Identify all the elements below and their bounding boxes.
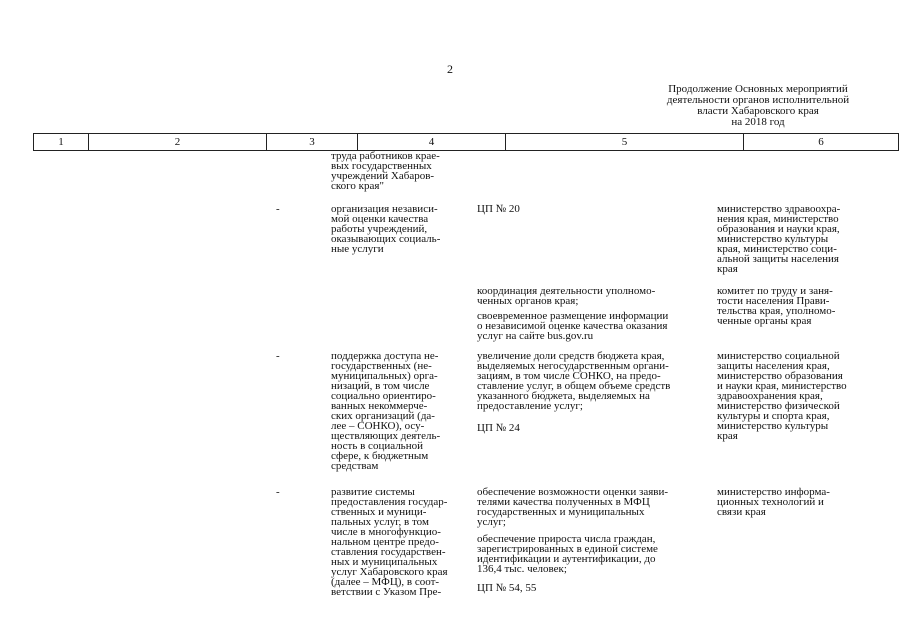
heading-line: Продолжение Основных мероприятий [668, 83, 848, 95]
row-4-col6 [717, 487, 830, 517]
page-number: 2 [447, 62, 453, 76]
text-line: обеспечение прироста числа граждан, [477, 533, 656, 545]
text-line: ных и муниципальных [331, 556, 438, 568]
row-4-col5a [477, 487, 668, 527]
text-line: ЦП № 20 [477, 203, 520, 215]
text-line: пальных услуг, в том [331, 516, 429, 528]
row-0-col4 [331, 151, 440, 191]
text-line: оказывающих социаль- [331, 233, 441, 245]
text-line: труда работников крае- [331, 150, 440, 162]
row-4-col5b [477, 534, 658, 574]
column-header-4: 4 [358, 134, 506, 151]
text-line: услуг Хабаровского края [331, 566, 448, 578]
text-line: ные услуги [331, 243, 384, 255]
text-line: ственных и муници- [331, 506, 427, 518]
text-line: идентификации и аутентификации, до [477, 553, 656, 565]
text-line: числе в многофункцио- [331, 526, 441, 538]
text-line: министерство информа- [717, 486, 830, 498]
row-3-col4 [331, 351, 440, 471]
row-2-col6 [717, 286, 835, 326]
document-heading [640, 84, 876, 128]
text-line: ских организаций (да- [331, 410, 435, 422]
text-line: учреждений Хабаров- [331, 170, 435, 182]
text-line: государственных (не- [331, 360, 432, 372]
text-line: ЦП № 24 [477, 422, 520, 434]
text-line: о независимой оценке качества оказания [477, 320, 668, 332]
text-line: поддержка доступа не- [331, 350, 439, 362]
text-line: своевременное размещение информации [477, 310, 669, 322]
row-4-col5c [477, 583, 536, 593]
row-4-dash: - [276, 486, 280, 498]
text-line: нальном центре предо- [331, 536, 439, 548]
text-line: увеличение доли средств бюджета края, [477, 350, 665, 362]
row-3-col6 [717, 351, 847, 441]
text-line: ставления государствен- [331, 546, 446, 558]
text-line: министерство физической [717, 400, 840, 412]
text-line: нения края, министерство [717, 213, 839, 225]
column-number-header [33, 133, 899, 151]
text-line: здравоохранения края, [717, 390, 823, 402]
text-line: государственных и муниципальных [477, 506, 645, 518]
text-line: связи края [717, 506, 766, 518]
text-line: организация независи- [331, 203, 438, 215]
text-line: края [717, 263, 738, 275]
text-line: лее – СОНКО), осу- [331, 420, 425, 432]
text-line: альной защиты населения [717, 253, 839, 265]
column-header-3: 3 [267, 134, 358, 151]
text-line: ционных технологий и [717, 496, 824, 508]
row-3-dash: - [276, 350, 280, 362]
row-2-col5b [477, 311, 668, 341]
text-line: ЦП № 54, 55 [477, 582, 537, 594]
heading-line: деятельности органов исполнительной [666, 94, 850, 106]
row-1-col5 [477, 204, 520, 214]
text-line: тельства края, уполномо- [717, 305, 836, 317]
text-line: услуг; [477, 516, 506, 528]
text-line: работы учреждений, [331, 223, 428, 235]
text-line: зациям, в том числе СОНКО, на предо- [477, 370, 661, 382]
column-header-6: 6 [744, 134, 899, 151]
column-header-5: 5 [506, 134, 744, 151]
text-line: выделяемых негосударственным органи- [477, 360, 669, 372]
text-line: указанного бюджета, выделяемых на [477, 390, 650, 402]
row-1-col6 [717, 204, 840, 274]
text-line: ветствии с Указом Пре- [331, 586, 442, 598]
text-line: образования и науки края, [717, 223, 840, 235]
text-line: ность в социальной [331, 440, 423, 452]
text-line: развитие системы [331, 486, 415, 498]
text-line: зарегистрированных в единой системе [477, 543, 658, 555]
text-line: предоставление услуг; [477, 400, 583, 412]
text-line: и науки края, министерство [717, 380, 847, 392]
text-line: координация деятельности уполномо- [477, 285, 656, 297]
text-line: ществляющих деятель- [331, 430, 441, 442]
row-1-col4 [331, 204, 440, 254]
row-4-col4 [331, 487, 448, 597]
row-3-col5b [477, 423, 520, 433]
text-line: муниципальных) орга- [331, 370, 438, 382]
text-line: края, министерство соци- [717, 243, 837, 255]
text-line: комитет по труду и заня- [717, 285, 833, 297]
row-2-col5a [477, 286, 655, 306]
text-line: министерство социальной [717, 350, 840, 362]
text-line: социально ориентиро- [331, 390, 436, 402]
text-line: министерство образования [717, 370, 843, 382]
text-line: сфере, к бюджетным [331, 450, 429, 462]
text-line: ского края" [331, 180, 384, 192]
text-line: края [717, 430, 738, 442]
text-line: (далее – МФЦ), в соот- [331, 576, 440, 588]
text-line: защиты населения края, [717, 360, 830, 372]
text-line: предоставления государ- [331, 496, 448, 508]
heading-line: власти Хабаровского края [697, 105, 819, 117]
text-line: министерство культуры [717, 420, 829, 432]
text-line: тости населения Прави- [717, 295, 830, 307]
text-line: ченные органы края [717, 315, 812, 327]
text-line: телями качества полученных в МФЦ [477, 496, 650, 508]
text-line: 136,4 тыс. человек; [477, 563, 567, 575]
text-line: низаций, в том числе [331, 380, 430, 392]
column-header-1: 1 [34, 134, 89, 151]
text-line: мой оценки качества [331, 213, 429, 225]
row-1-dash: - [276, 203, 280, 215]
text-line: обеспечение возможности оценки заяви- [477, 486, 669, 498]
text-line: услуг на сайте bus.gov.ru [477, 330, 594, 342]
text-line: ченных органов края; [477, 295, 579, 307]
column-header-2: 2 [89, 134, 267, 151]
text-line: министерство культуры [717, 233, 829, 245]
text-line: ванных некоммерче- [331, 400, 428, 412]
heading-line: на 2018 год [731, 116, 785, 128]
text-line: культуры и спорта края, [717, 410, 830, 422]
text-line: ставление услуг, в общем объеме средств [477, 380, 671, 392]
row-3-col5a [477, 351, 670, 411]
text-line: вых государственных [331, 160, 432, 172]
text-line: средствам [331, 460, 379, 472]
text-line: министерство здравоохра- [717, 203, 841, 215]
